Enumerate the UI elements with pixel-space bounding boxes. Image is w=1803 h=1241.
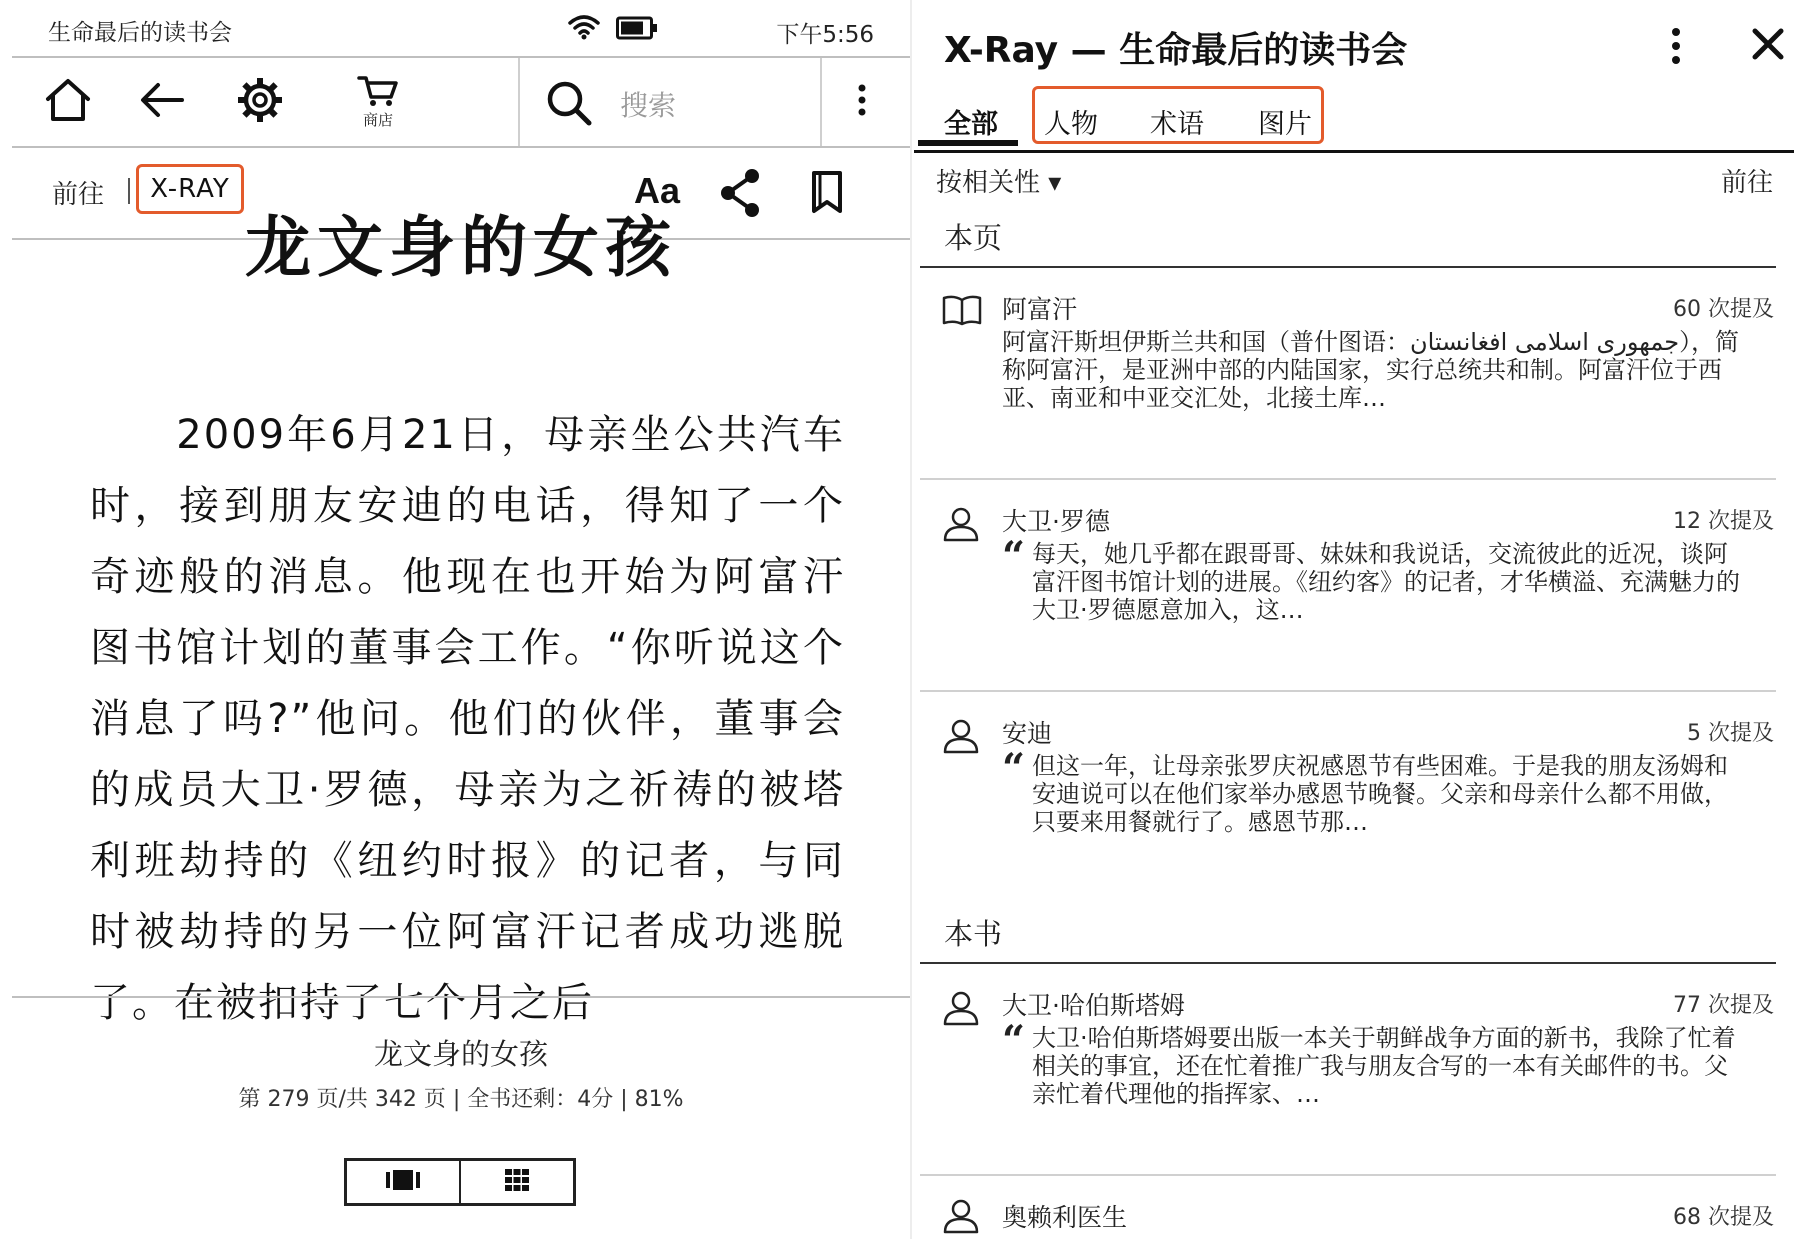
entry-quote bbox=[1002, 745, 1742, 836]
book-icon bbox=[942, 294, 982, 330]
entry-name: 大卫·哈伯斯塔姆 bbox=[1002, 991, 1185, 1020]
top-toolbar bbox=[12, 58, 910, 148]
reader-footer bbox=[12, 996, 910, 1241]
reading-progress: 第 279 页/共 342 页 | 全书还剩：4分 | 81% bbox=[238, 1087, 684, 1112]
xray-title: X-Ray — 生命最后的读书会 bbox=[944, 30, 1408, 71]
xray-entry[interactable] bbox=[920, 268, 1776, 480]
tab-all[interactable]: 全部 bbox=[944, 109, 998, 140]
quote-icon: “ bbox=[1002, 1017, 1026, 1064]
sort-dropdown[interactable]: 按相关性 ▾ bbox=[936, 168, 1062, 198]
grid-icon bbox=[505, 1169, 529, 1195]
status-bar bbox=[12, 0, 910, 58]
quote-icon: “ bbox=[1002, 745, 1026, 792]
entry-description: 阿富汗斯坦伊斯兰共和国（普什图语：جمهوری اسلامی افغانستان），简称阿富汗，是亚洲中部的内陆国家，实行总统共和制。阿富汗位于西亚、南亚和中亚交汇处，北接土库… bbox=[1002, 328, 1740, 412]
mention-count: 5 次提及 bbox=[1687, 721, 1774, 746]
mention-count: 60 次提及 bbox=[1673, 297, 1774, 322]
section-heading-page: 本页 bbox=[944, 221, 1003, 255]
more-menu-button[interactable] bbox=[832, 58, 892, 146]
person-icon bbox=[942, 718, 980, 758]
xray-entry[interactable] bbox=[920, 1176, 1776, 1239]
back-button[interactable] bbox=[126, 58, 198, 146]
home-icon bbox=[44, 77, 92, 127]
close-icon[interactable] bbox=[1750, 26, 1786, 66]
font-settings-button[interactable]: Aa bbox=[634, 170, 681, 211]
tab-terms[interactable]: 术语 bbox=[1150, 109, 1204, 140]
footer-chapter-title: 龙文身的女孩 bbox=[373, 1037, 548, 1071]
search-box[interactable] bbox=[518, 58, 822, 146]
quote-text: 但这一年，让母亲张罗庆祝感恩节有些困难。于是我的朋友汤姆和安迪说可以在他们家举办感恩节晚餐。父亲和母亲什么都不用做，只要来用餐就行了。感恩节那… bbox=[1032, 752, 1728, 836]
xray-panel bbox=[914, 0, 1803, 1239]
person-icon bbox=[942, 506, 980, 546]
more-vertical-icon bbox=[856, 82, 868, 122]
reading-area bbox=[12, 208, 910, 1026]
quote-icon: “ bbox=[1002, 533, 1026, 580]
paragraph: 2009年6月21日，母亲坐公共汽车时，接到朋友安迪的电话，得知了一个奇迹般的消息。他现在也开始为阿富汗图书馆计划的董事会工作。“你听说这个消息了吗?”他问。他们的伙伴，董事会的成员大卫·罗德，母亲为之祈祷的被塔利班劫持的《纽约时报》的记者，与同时被劫持的另一位阿富汗记者成功逃脱了。在被扣持了七个月之后 bbox=[90, 412, 845, 1026]
page-view-button[interactable] bbox=[347, 1161, 459, 1203]
page-view-icon bbox=[386, 1170, 420, 1194]
xray-entry[interactable] bbox=[920, 692, 1776, 864]
search-icon bbox=[544, 78, 594, 132]
goto-button[interactable]: 前往 bbox=[1720, 168, 1773, 198]
entry-name: 奥赖利医生 bbox=[1002, 1203, 1128, 1232]
chapter-title: 龙文身的女孩 bbox=[245, 208, 677, 286]
section-heading-book: 本书 bbox=[944, 917, 1003, 951]
store-label: 商店 bbox=[362, 110, 393, 129]
xray-entry[interactable] bbox=[920, 480, 1776, 692]
person-icon bbox=[942, 990, 980, 1030]
store-button[interactable] bbox=[338, 58, 418, 146]
mention-count: 77 次提及 bbox=[1673, 993, 1774, 1018]
active-tab-indicator bbox=[918, 140, 1018, 146]
gear-icon bbox=[236, 76, 284, 128]
tab-images[interactable]: 图片 bbox=[1258, 109, 1312, 140]
wifi-icon bbox=[568, 14, 600, 44]
entry-quote bbox=[1002, 533, 1742, 624]
xray-entry[interactable] bbox=[920, 964, 1776, 1176]
mention-count: 12 次提及 bbox=[1673, 509, 1774, 534]
home-button[interactable] bbox=[32, 58, 104, 146]
grid-view-button[interactable] bbox=[459, 1161, 573, 1203]
tab-people[interactable]: 人物 bbox=[1044, 109, 1098, 140]
xray-button[interactable]: X-RAY bbox=[136, 164, 244, 214]
back-arrow-icon bbox=[138, 80, 186, 124]
search-placeholder: 搜索 bbox=[620, 89, 677, 122]
entry-name: 阿富汗 bbox=[1002, 295, 1078, 324]
entry-name: 安迪 bbox=[1002, 719, 1053, 748]
status-time: 下午5:56 bbox=[776, 22, 874, 48]
settings-button[interactable] bbox=[224, 58, 296, 146]
quote-text: 大卫·哈伯斯塔姆要出版一本关于朝鲜战争方面的新书，我除了忙着相关的事宜，还在忙着推广我与朋友合写的一本有关邮件的书。父亲忙着代理他的指挥家、… bbox=[1032, 1024, 1736, 1108]
battery-icon bbox=[616, 16, 658, 44]
mention-count: 68 次提及 bbox=[1673, 1205, 1774, 1230]
entry-quote bbox=[1002, 1017, 1742, 1108]
more-vertical-icon[interactable] bbox=[1670, 26, 1682, 70]
view-toggle bbox=[344, 1158, 576, 1206]
xray-tabs bbox=[914, 84, 1794, 153]
cart-icon bbox=[357, 75, 399, 111]
book-page-text bbox=[90, 400, 845, 1039]
entry-name: 大卫·罗德 bbox=[1002, 507, 1110, 536]
quote-text: 每天，她几乎都在跟哥哥、妹妹和我说话，交流彼此的近况，谈阿富汗图书馆计划的进展。《纽约客》的记者，才华横溢、充满魅力的大卫·罗德愿意加入，这… bbox=[1032, 540, 1740, 624]
person-icon bbox=[942, 1198, 980, 1238]
goto-button[interactable]: 前往 bbox=[52, 180, 105, 210]
status-book-title: 生命最后的读书会 bbox=[48, 20, 232, 46]
